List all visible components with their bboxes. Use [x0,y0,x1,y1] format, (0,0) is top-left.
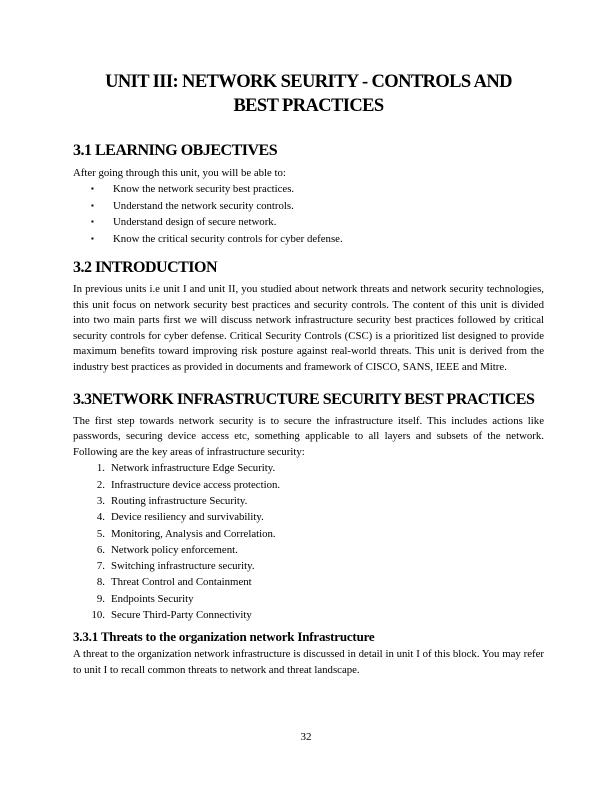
bullet-icon: ▪ [91,200,94,210]
page-content [73,70,544,690]
list-item-text: Endpoints Security [111,592,194,605]
key-areas-list [73,460,544,623]
list-item [81,574,544,590]
list-item-text: Threat Control and Containment [111,576,252,589]
list-item-text: Know the critical security controls for cyber defense. [113,232,343,245]
list-item [81,542,544,558]
list-item-text: Routing infrastructure Security. [111,494,248,507]
list-item [81,526,544,542]
list-number: 7. [96,560,105,573]
section-paragraph: The first step towards network security is to secure the infrastructure itself. This includes actions like passwords, securing device access etc, something applicable to all layers and subsets of the network. Following are the key areas of infrastructure security: [73,414,544,458]
list-item [81,477,544,493]
list-number: 2. [96,478,105,491]
unit-title-line-2: BEST PRACTICES [233,96,384,116]
section-heading: 3.3NETWORK INFRASTRUCTURE SECURITY BEST PRACTICES [73,390,535,408]
list-item [81,460,544,476]
list-number: 8. [96,576,105,589]
page-number: 32 [300,731,312,743]
section-paragraph: A threat to the organization network infrastructure is discussed in detail in unit I of this block. You may refer to unit I to recall common threats to network and threat landscape. [73,648,544,676]
list-number: 3. [96,494,105,507]
list-item [81,509,544,525]
list-item-text: Secure Third-Party Connectivity [111,609,252,622]
unit-title [73,70,544,118]
list-number: 9. [96,592,105,605]
list-item [91,198,544,215]
list-item-text: Understand design of secure network. [113,216,277,228]
list-item-text: Network policy enforcement. [111,543,238,556]
list-number: 1. [96,462,105,475]
section-infrastructure-security [73,390,544,624]
list-item-text: Device resiliency and survivability. [111,511,264,524]
list-item [81,493,544,509]
list-number: 10. [91,609,105,622]
list-number: 5. [96,527,105,540]
section-threats [73,629,544,678]
unit-title-line-1: UNIT III: NETWORK SEURITY - CONTROLS AND [105,72,512,92]
section-heading: 3.1 LEARNING OBJECTIVES [73,142,278,159]
list-item [81,591,544,607]
list-item-text: Know the network security best practices. [113,183,295,195]
section-heading: 3.2 INTRODUCTION [73,259,218,276]
section-learning-objectives [73,141,544,247]
list-item [91,181,544,198]
list-item-text: Monitoring, Analysis and Correlation. [111,527,276,540]
subsection-heading: 3.3.1 Threats to the organization network Infrastructure [73,629,375,645]
list-item-text: Infrastructure device access protection. [111,478,281,491]
list-item-text: Switching infrastructure security. [111,560,255,573]
bullet-icon: ▪ [91,233,94,243]
bullet-icon: ▪ [91,217,94,226]
objectives-list [73,181,544,247]
list-item-text: Understand the network security controls. [113,199,294,212]
section-introduction [73,258,544,376]
section-intro-text: After going through this unit, you will be able to: [73,167,286,179]
list-number: 6. [96,543,105,556]
list-item [91,231,544,248]
list-item-text: Network infrastructure Edge Security. [111,462,276,475]
list-number: 4. [96,511,105,524]
list-item [81,607,544,623]
bullet-icon: ▪ [91,184,94,193]
list-item [81,558,544,574]
section-paragraph: In previous units i.e unit I and unit II, you studied about network threats and network security technologies, this unit focus on network security best practices and security controls. The content of this unit is divided into two main parts first we will discuss network infrastructure security best practices followed by critical security controls for cyber defense. Critical Security Controls (CSC) is a prioritized list designed to provide maximum benefits toward improving risk posture against real-world threats. This unit is derived from the industry best practices as provided in documents and framework of CISCO, SANS, IEEE and Mitre. [73,283,544,373]
list-item [91,214,544,231]
